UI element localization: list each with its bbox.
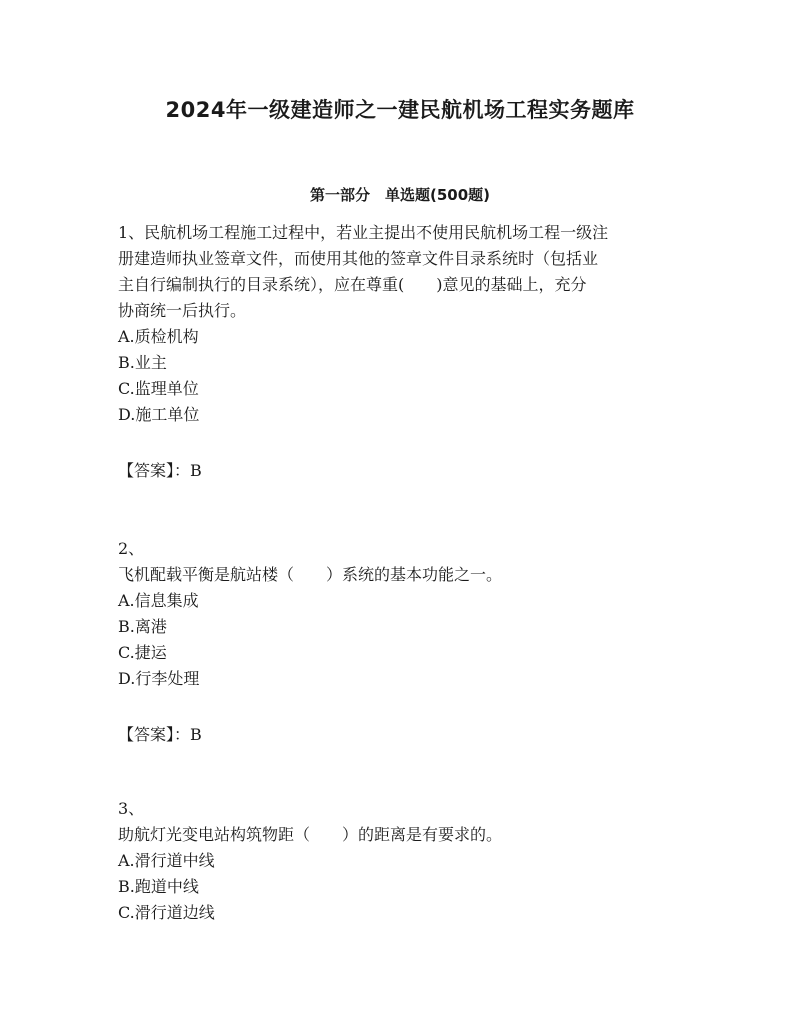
question-text-line: 协商统一后执行。	[118, 301, 247, 320]
question-text-line: 1、民航机场工程施工过程中，若业主提出不使用民航机场工程一级注	[118, 223, 609, 242]
option-d: D.施工单位	[118, 405, 200, 424]
question-number: 2、	[118, 539, 145, 558]
spacer	[118, 428, 684, 454]
option-d: D.行李处理	[118, 669, 200, 688]
answer-label: 【答案】：B	[118, 725, 202, 744]
document-title: 2024年一级建造师之一建民航机场工程实务题库	[165, 98, 635, 122]
section-heading: 第一部分 单选题(500题)	[309, 186, 491, 204]
option-a: A.质检机构	[118, 327, 199, 346]
option-b: B.跑道中线	[118, 877, 199, 896]
question-1	[118, 220, 684, 484]
option-b: B.业主	[118, 353, 167, 372]
option-b: B.离港	[118, 617, 167, 636]
question-2	[118, 536, 684, 748]
option-a: A.滑行道中线	[118, 851, 215, 870]
question-text-line: 飞机配载平衡是航站楼（ ）系统的基本功能之一。	[118, 565, 503, 584]
question-3	[118, 796, 684, 926]
option-c: C.捷运	[118, 643, 167, 662]
option-a: A.信息集成	[118, 591, 199, 610]
question-text-line: 主自行编制执行的目录系统），应在尊重( )意见的基础上，充分	[118, 275, 587, 294]
question-number: 3、	[118, 799, 145, 818]
spacer	[118, 692, 684, 718]
answer-label: 【答案】：B	[118, 461, 202, 480]
option-c: C.滑行道边线	[118, 903, 215, 922]
option-c: C.监理单位	[118, 379, 199, 398]
question-text-line: 册建造师执业签章文件，而使用其他的签章文件目录系统时（包括业	[118, 249, 599, 268]
question-text-line: 助航灯光变电站构筑物距（ ）的距离是有要求的。	[118, 825, 503, 844]
